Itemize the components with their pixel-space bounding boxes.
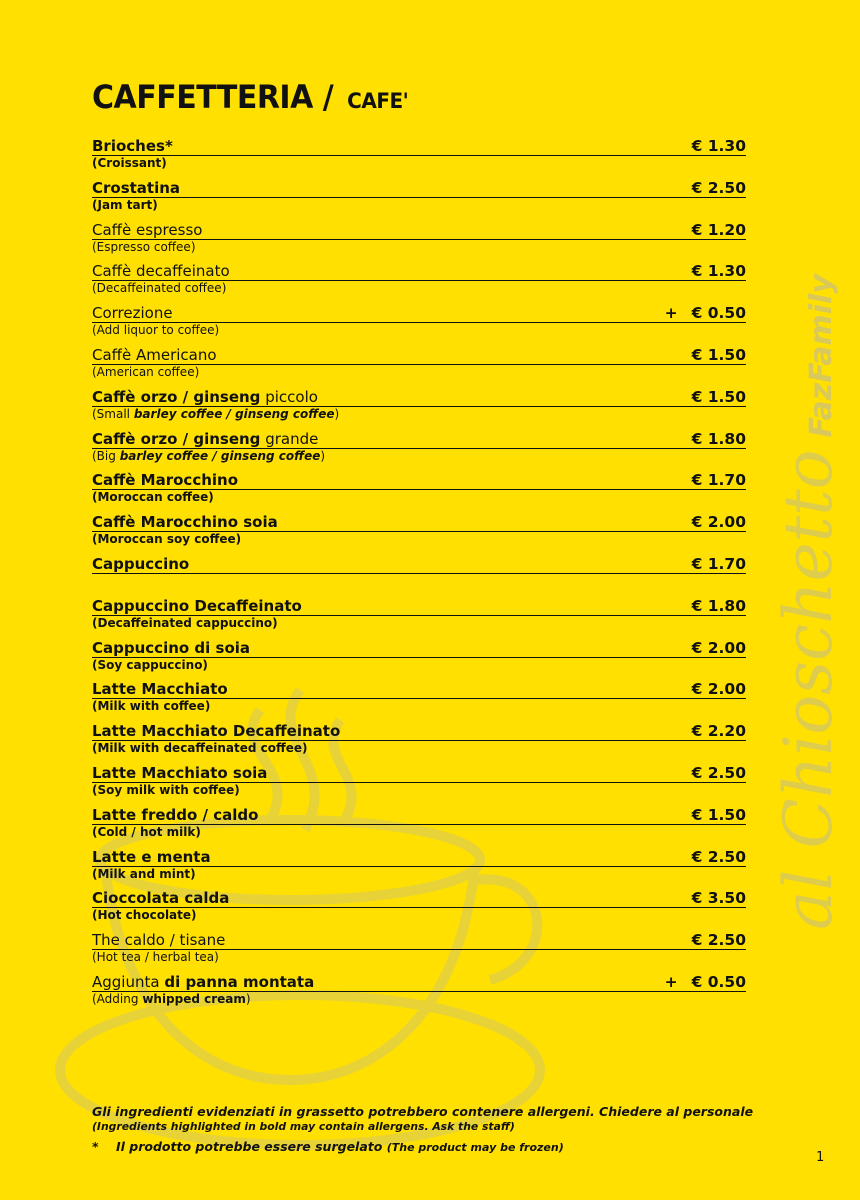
- menu-item-translation: (Hot chocolate): [92, 908, 197, 923]
- menu-item-translation: (Soy cappuccino): [92, 657, 208, 672]
- menu-item-price: [692, 890, 746, 907]
- menu-item-translation: [92, 449, 746, 464]
- price-value: € 2.00: [691, 638, 746, 657]
- menu-item-row: [92, 512, 746, 532]
- menu-item-name-text: Caffè decaffeinato: [92, 262, 230, 281]
- translation-post: ): [334, 406, 340, 421]
- menu-item-translation: (Croissant): [92, 156, 167, 170]
- menu-item-name-text: Latte freddo / caldo: [92, 805, 259, 824]
- menu-item-price: [692, 932, 746, 949]
- menu-item-name: [92, 974, 314, 991]
- menu-item-translation: (Cold / hot milk): [92, 824, 201, 839]
- menu-item-name: [92, 263, 230, 280]
- menu-item-price: [692, 180, 746, 197]
- price-value: € 2.50: [691, 763, 746, 782]
- menu-item-row: [92, 554, 746, 574]
- menu-item: [92, 178, 746, 220]
- menu-item-price: [692, 514, 746, 531]
- price-value: € 2.00: [691, 513, 746, 532]
- menu-item-price: [692, 681, 746, 698]
- menu-item-row: [92, 763, 746, 783]
- brand-script: al Chioschetto: [770, 449, 847, 930]
- menu-item-translation: (Milk with coffee): [92, 699, 211, 714]
- menu-item-row: [92, 888, 746, 908]
- menu-item-name-text: Cioccolata calda: [92, 889, 230, 908]
- menu-item-name: [92, 431, 318, 448]
- translation-bold: barley coffee / ginseng coffee: [133, 406, 335, 421]
- menu-item-price: [665, 974, 746, 991]
- menu-item: [92, 303, 746, 345]
- menu-item-translation: (Espresso coffee): [92, 239, 196, 254]
- menu-item: [92, 888, 746, 930]
- menu-item-translation: [92, 407, 746, 422]
- menu-item: [92, 972, 746, 1014]
- price-value: € 2.50: [691, 178, 746, 197]
- menu-item-translation: (Hot tea / herbal tea): [92, 950, 219, 965]
- menu-item-translation: (Soy milk with coffee): [92, 782, 240, 797]
- menu-item-name-text: Latte e menta: [92, 847, 211, 866]
- menu-item: [92, 429, 746, 471]
- menu-item-name-text: Caffè Marocchino: [92, 471, 239, 490]
- menu-item-name: [92, 640, 250, 657]
- menu-item: [92, 136, 746, 178]
- menu-item-name: [92, 389, 318, 406]
- menu-item-price: [692, 138, 746, 155]
- menu-item-row: [92, 470, 746, 490]
- allergen-note: Gli ingredienti evidenziati in grassetto potrebbero contenere allergeni. Chiedere al personale: [92, 1104, 754, 1119]
- allergen-note-en: (Ingredients highlighted in bold may contain allergens. Ask the staff): [92, 1120, 515, 1133]
- menu-item: [92, 805, 746, 847]
- price-value: € 2.20: [691, 722, 746, 741]
- menu-item-translation: (Milk with decaffeinated coffee): [92, 741, 308, 756]
- menu-item-name: [92, 849, 211, 866]
- menu-item-row: [92, 930, 746, 950]
- menu-item: [92, 847, 746, 889]
- brand-watermark: [770, 274, 847, 930]
- menu-item-name-bold: di panna montata: [164, 972, 315, 991]
- price-value: € 1.70: [691, 554, 746, 573]
- price-value: € 2.00: [691, 680, 746, 699]
- menu-item-row: [92, 721, 746, 741]
- menu-item-name-text: Caffè espresso: [92, 220, 203, 239]
- menu-item-name: [92, 556, 189, 573]
- title-sub: CAFE': [347, 87, 409, 114]
- menu-item-row: [92, 220, 746, 240]
- page-number: 1: [816, 1150, 825, 1165]
- menu-item-translation: (Moroccan soy coffee): [92, 532, 242, 547]
- menu-item-name-text: Latte Macchiato: [92, 680, 228, 699]
- translation-bold: barley coffee / ginseng coffee: [119, 448, 321, 463]
- menu-item-name-text: Crostatina: [92, 178, 181, 197]
- menu-item-name: [92, 514, 278, 531]
- menu-item-name: [92, 305, 173, 322]
- menu-item-name: [92, 138, 173, 155]
- menu-item-row: [92, 303, 746, 323]
- price-value: € 2.50: [691, 847, 746, 866]
- menu-item-row: [92, 805, 746, 825]
- page-title: [92, 79, 408, 117]
- menu-item-price: [692, 389, 746, 406]
- menu-item-price: [692, 431, 746, 448]
- menu-item: [92, 596, 746, 638]
- translation-pre: (Big: [92, 448, 116, 463]
- menu-item-row: [92, 136, 746, 156]
- menu-item: [92, 721, 746, 763]
- menu-item-row: [92, 178, 746, 198]
- menu-item-row: [92, 679, 746, 699]
- menu-item-name: [92, 598, 302, 615]
- menu-item-name-text: Cappuccino Decaffeinato: [92, 596, 302, 615]
- menu-item-price: [692, 263, 746, 280]
- menu-item-translation: (Jam tart): [92, 197, 158, 212]
- menu-item-name: [92, 347, 217, 364]
- menu-item-name: [92, 932, 225, 949]
- menu-item-row: [92, 972, 746, 992]
- menu-item: [92, 554, 746, 596]
- menu-item-price: [692, 347, 746, 364]
- menu-item-name: [92, 807, 258, 824]
- plus-sign: +: [664, 972, 678, 991]
- price-value: € 1.50: [691, 805, 746, 824]
- price-value: € 1.50: [691, 345, 746, 364]
- menu-item-name-bold: Caffè orzo / ginseng: [92, 429, 261, 448]
- menu-item-row: [92, 596, 746, 616]
- menu-item-price: [692, 222, 746, 239]
- price-value: € 1.50: [691, 387, 746, 406]
- menu-item-price: [692, 472, 746, 489]
- menu-item-price: [692, 556, 746, 573]
- menu-item-row: [92, 638, 746, 658]
- menu-list: [92, 136, 746, 1014]
- frozen-note-en: (The product may be frozen): [386, 1141, 564, 1154]
- menu-item-translation: (Milk and mint): [92, 866, 196, 881]
- translation-post: ): [245, 991, 251, 1006]
- menu-item: [92, 512, 746, 554]
- menu-item-name: [92, 890, 229, 907]
- menu-item-price: [692, 723, 746, 740]
- price-value: € 1.20: [691, 220, 746, 239]
- menu-item-price: [692, 765, 746, 782]
- menu-item-name-text: Latte Macchiato soia: [92, 763, 268, 782]
- plus-sign: +: [664, 304, 678, 323]
- menu-item-translation: (Add liquor to coffee): [92, 323, 220, 338]
- menu-item: [92, 638, 746, 680]
- menu-item-name-text: Caffè Marocchino soia: [92, 513, 278, 532]
- menu-item: [92, 261, 746, 303]
- menu-item-translation: (Decaffeinated coffee): [92, 281, 227, 296]
- menu-item-row: [92, 261, 746, 281]
- menu-item: [92, 679, 746, 721]
- menu-item: [92, 345, 746, 387]
- price-value: € 1.30: [691, 137, 746, 155]
- price-value: € 0.50: [691, 304, 746, 323]
- menu-item-name: [92, 765, 267, 782]
- menu-item-price: [665, 305, 746, 322]
- price-value: € 2.50: [691, 931, 746, 950]
- menu-item: [92, 930, 746, 972]
- footnotes: [92, 1104, 772, 1154]
- menu-item-row: [92, 847, 746, 867]
- menu-item-name-text: Caffè Americano: [92, 345, 217, 364]
- menu-item-name-text: Correzione: [92, 304, 173, 323]
- menu-item-name-text: Brioches*: [92, 137, 173, 155]
- price-value: € 1.80: [691, 429, 746, 448]
- menu-item-translation: (Moroccan coffee): [92, 490, 214, 505]
- menu-item-name-light: Aggiunta: [92, 972, 160, 991]
- menu-item-name: [92, 681, 228, 698]
- menu-item-price: [692, 598, 746, 615]
- menu-item-name-light: grande: [265, 429, 319, 448]
- frozen-note-it: Il prodotto potrebbe essere surgelato: [116, 1139, 383, 1154]
- menu-item-row: [92, 429, 746, 449]
- price-value: € 0.50: [691, 972, 746, 991]
- menu-item-name-bold: Caffè orzo / ginseng: [92, 387, 261, 406]
- menu-item-translation: (American coffee): [92, 364, 200, 379]
- price-value: € 1.80: [691, 596, 746, 615]
- footnote-star: *: [92, 1139, 99, 1154]
- menu-item-name: [92, 222, 202, 239]
- menu-item-name-text: Cappuccino: [92, 554, 190, 573]
- menu-item-name: [92, 472, 238, 489]
- menu-item: [92, 220, 746, 262]
- menu-item: [92, 470, 746, 512]
- menu-item-price: [692, 640, 746, 657]
- menu-item-name-text: The caldo / tisane: [92, 931, 226, 950]
- price-value: € 3.50: [691, 889, 746, 908]
- menu-item-row: [92, 387, 746, 407]
- menu-item-name: [92, 723, 340, 740]
- menu-item-translation: (Decaffeinated cappuccino): [92, 615, 278, 630]
- menu-item-price: [692, 849, 746, 866]
- translation-pre: (Small: [92, 406, 131, 421]
- price-value: € 1.30: [691, 262, 746, 281]
- menu-item-name-text: Latte Macchiato Decaffeinato: [92, 722, 341, 741]
- menu-item: [92, 763, 746, 805]
- menu-item-translation: [92, 992, 746, 1007]
- translation-pre: (Adding: [92, 991, 139, 1006]
- menu-item: [92, 387, 746, 429]
- brand-family: FazFamily: [804, 274, 839, 438]
- price-value: € 1.70: [691, 471, 746, 490]
- menu-item-row: [92, 345, 746, 365]
- menu-item-name: [92, 180, 180, 197]
- title-main: CAFFETTERIA /: [92, 78, 334, 117]
- menu-item-name-text: Cappuccino di soia: [92, 638, 251, 657]
- menu-item-name-light: piccolo: [265, 387, 318, 406]
- menu-item-price: [692, 807, 746, 824]
- translation-bold: whipped cream: [142, 991, 246, 1006]
- translation-post: ): [320, 448, 326, 463]
- frozen-note: [92, 1139, 772, 1154]
